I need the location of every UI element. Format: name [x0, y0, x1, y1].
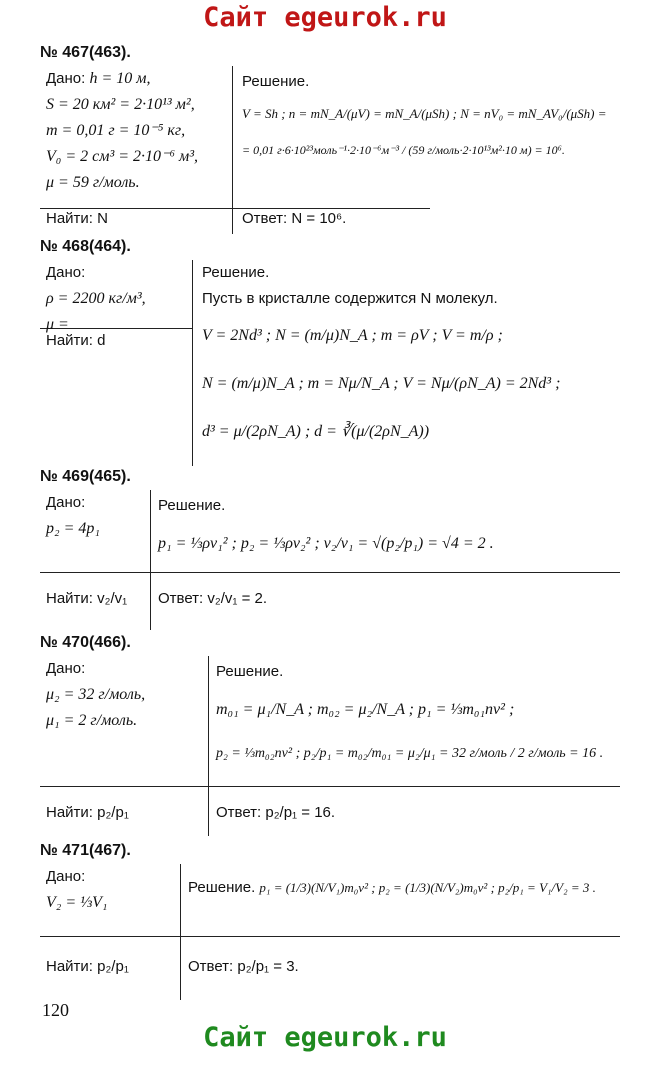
given-block: [46, 260, 146, 338]
given-block: [46, 490, 100, 542]
given-line: μ = 59 г/моль.: [46, 174, 140, 191]
given-label: Дано:: [46, 868, 86, 885]
given-label: Дано:: [46, 264, 86, 281]
divider: [180, 864, 181, 1000]
given-line: p₂ = 4p₁: [46, 520, 100, 537]
divider: [40, 786, 620, 787]
solution-block: [202, 260, 620, 456]
find-label: Найти: d: [46, 332, 106, 349]
solution-block: [216, 656, 620, 776]
answer: Ответ: p₂/p₁ = 3.: [188, 958, 299, 975]
solution-line: N = (m/μ)N_A ; m = Nμ/N_A ; V = Nμ/(ρN_A) = 2Nd³ ;: [202, 375, 561, 392]
given-label: Дано:: [46, 70, 86, 87]
divider: [40, 208, 430, 209]
solution-label: Решение.: [158, 497, 226, 514]
find-label: Найти: p₂/p₁: [46, 958, 129, 975]
given-line: V₀ = 2 см³ = 2·10⁻⁶ м³,: [46, 148, 199, 165]
solution-line: V = Sh ; n = mN_A/(μV) = mN_A/(μSh) ; N = nV₀ = mN_AV₀/(μSh) =: [242, 106, 607, 121]
solution-line: p₁ = ⅓ρv₁² ; p₂ = ⅓ρv₂² ; v₂/v₁ = √(p₂/p₁) = √4 = 2 .: [158, 535, 494, 552]
answer: Ответ: N = 10⁶.: [242, 210, 347, 227]
solution-line: = 0,01 г·6·10²³моль⁻¹·2·10⁻⁶м⁻³ / (59 г/моль·2·10¹³м²·10 м) = 10⁶.: [242, 143, 565, 157]
given-block: [46, 656, 145, 734]
problem-table: [40, 490, 620, 630]
solution-label: Решение.: [242, 73, 310, 90]
problem-title: № 469(465).: [40, 468, 131, 485]
problem-471: [40, 842, 620, 1000]
problem-table: [40, 66, 620, 234]
solution-label: Решение.: [202, 264, 270, 281]
given-block: [46, 864, 107, 916]
given-line: V₂ = ⅓V₁: [46, 894, 108, 911]
given-label: Дано:: [46, 660, 86, 677]
problem-title: № 471(467).: [40, 842, 131, 859]
problem-title: № 470(466).: [40, 634, 131, 651]
given-line: μ =: [46, 316, 69, 333]
divider: [192, 260, 193, 466]
given-line: S = 20 км² = 2·10¹³ м²,: [46, 96, 195, 113]
given-line: μ₁ = 2 г/моль.: [46, 712, 138, 729]
problem-table: [40, 656, 620, 836]
problem-table: [40, 260, 620, 466]
solution-block: [188, 872, 620, 904]
solution-line: p₁ = (1/3)(N/V₁)m₀v² ; p₂ = (1/3)(N/V₂)m₀v² ; p₂/p₁ = V₁/V₂ = 3 .: [259, 880, 596, 895]
given-block: [46, 66, 198, 196]
problem-467: [40, 44, 620, 234]
problem-469: [40, 468, 620, 630]
solution-label: Решение.: [188, 879, 256, 896]
given-line: ρ = 2200 кг/м³,: [46, 290, 146, 307]
page-number: 120: [42, 1000, 69, 1020]
find-label: Найти: p₂/p₁: [46, 804, 129, 821]
site-watermark-bottom: Сайт egeurok.ru: [203, 1022, 447, 1053]
given-line: h = 10 м,: [89, 70, 151, 87]
solution-block: [242, 66, 620, 170]
solution-line: V = 2Nd³ ; N = (m/μ)N_A ; m = ρV ; V = m/ρ ;: [202, 327, 503, 344]
solution-block: [158, 490, 620, 566]
given-line: μ₂ = 32 г/моль,: [46, 686, 146, 703]
divider: [40, 572, 620, 573]
solution-line: d³ = μ/(2ρN_A) ; d = ∛(μ/(2ρN_A)): [202, 423, 430, 440]
find-label: Найти: N: [46, 210, 108, 227]
divider: [40, 936, 620, 937]
divider: [208, 656, 209, 836]
answer: Ответ: p₂/p₁ = 16.: [216, 804, 336, 821]
problem-table: [40, 864, 620, 1000]
divider: [150, 490, 151, 630]
find-label: Найти: v₂/v₁: [46, 590, 128, 607]
answer: Ответ: v₂/v₁ = 2.: [158, 590, 268, 607]
problem-468: [40, 238, 620, 466]
solution-label: Решение.: [216, 663, 284, 680]
problem-470: [40, 634, 620, 836]
solution-line: m₀₁ = μ₁/N_A ; m₀₂ = μ₂/N_A ; p₁ = ⅓m₀₁nv² ;: [216, 701, 515, 718]
site-watermark-top: Сайт egeurok.ru: [203, 2, 447, 33]
problem-title: № 468(464).: [40, 238, 131, 255]
given-line: m = 0,01 г = 10⁻⁵ кг,: [46, 122, 186, 139]
problem-title: № 467(463).: [40, 44, 131, 61]
solution-line: p₂ = ⅓m₀₂nv² ; p₂/p₁ = m₀₂/m₀₁ = μ₂/μ₁ = 32 г/моль / 2 г/моль = 16 .: [216, 746, 604, 761]
given-label: Дано:: [46, 494, 86, 511]
solution-line: Пусть в кристалле содержится N молекул.: [202, 290, 498, 307]
